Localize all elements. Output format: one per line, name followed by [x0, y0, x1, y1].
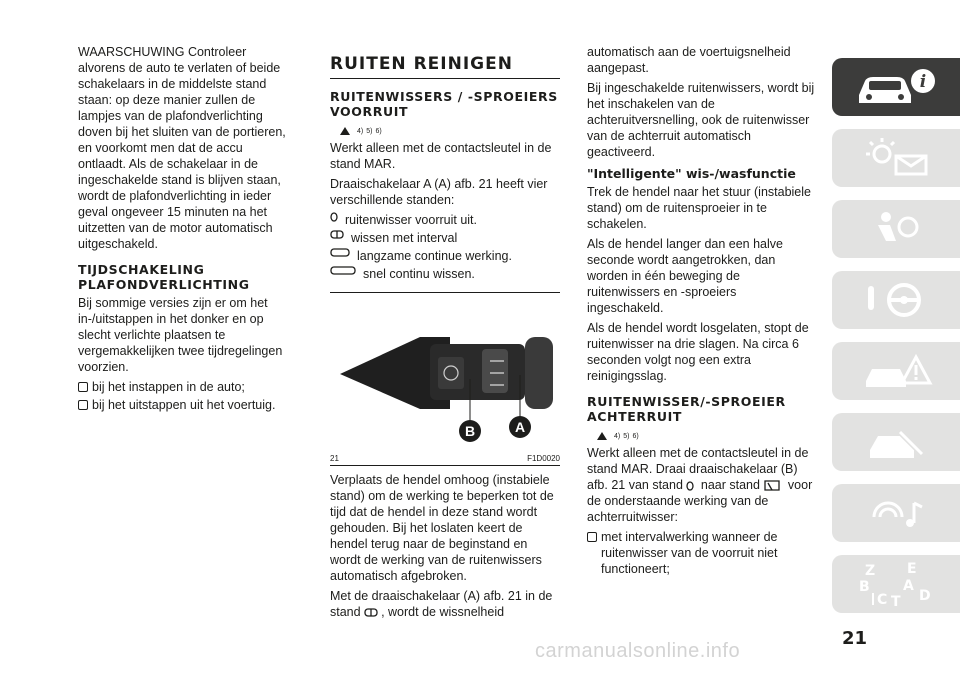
figure-number: 21 [330, 454, 339, 463]
paragraph: Verplaats de hendel omhoog (instabiele stand) om de werking te beperken tot de tijd dat de hendel in deze stand wordt gehouden. Bij het loslaten keert de hendel terug naar de beginstand en wordt de werking van de ruitenwissers automatisch afgebroken. [330, 473, 554, 583]
list-item: ruitenwisser voorruit uit. [330, 212, 560, 228]
airbag-icon [856, 207, 936, 251]
tab-multimedia[interactable] [832, 484, 960, 542]
watermark: carmanualsonline.info [535, 640, 741, 662]
paragraph: Werkt alleen met de contactsleutel in de stand MAR. [330, 141, 552, 171]
figure-caption [330, 454, 560, 466]
svg-text:E: E [907, 561, 917, 577]
checkbox-bullet-icon [587, 532, 597, 542]
tab-warning-lights[interactable] [832, 129, 960, 187]
tab-index[interactable] [832, 555, 960, 613]
steering-wheel-icon [856, 278, 936, 322]
warning-triangle-icon [340, 127, 350, 135]
section-heading-courtesy-timer: TIJDSCHAKELING PLAFONDVERLICHTING [78, 262, 250, 292]
subheading-intelligent-wash: "Intelligente" wis-/wasfunctie [587, 166, 796, 181]
rear-wiper-icon [763, 479, 781, 493]
wiper-interval-icon [364, 608, 378, 618]
paragraph: Trek de hendel naar het stuur (instabiele stand) om de ruitensproeier in te schakelen. [587, 185, 811, 231]
warning-triangle-icon [597, 432, 607, 440]
list-item: snel continu wissen. [330, 266, 560, 282]
list-item: bij het instappen in de auto; [78, 379, 294, 395]
wiper-fast-icon [330, 266, 356, 276]
figure-code: F1D0020 [527, 454, 560, 463]
warning-references: 4) 5) 6) [340, 122, 560, 140]
timer-paragraph: Bij sommige versies zijn er om het in-/uitstappen in het donker en op slecht verlichte plaatsen te vergemakkelijken twee tijdregelingen voorzien. [78, 296, 283, 374]
section-heading-rear-wiper: RUITENWISSER/-SPROEIER ACHTERRUIT [587, 394, 786, 424]
tab-emergency[interactable] [832, 342, 960, 400]
warning-paragraph: WAARSCHUWING Controleer alvorens de auto te verlaten of beide schakelaars in de middelste stand staan: op deze manier zullen de lampjes van de plafondverlichting doven bij het sluiten van de portieren, en voorkomt men dat de accu ontlaadt. Als de schakelaar in de ingeschakelde stand is blijven staan, wordt de plafondverlichting in ieder geval ongeveer 15 minuten na het uitzetten van de motor automatisch uitgeschakeld. [78, 45, 286, 251]
list-item: bij het uitstappen uit het voertuig. [78, 397, 294, 413]
tab-car-info[interactable] [832, 58, 960, 116]
paragraph: Als de hendel wordt losgelaten, stopt de ruitenwisser na drie slagen. Na circa 6 seconden volgt nog een extra reinigingsslag. [587, 321, 809, 383]
list-item: wissen met interval [330, 230, 560, 246]
page-number: 21 [841, 628, 867, 649]
paragraph: Draaischakelaar A (A) afb. 21 heeft vier verschillende standen: [330, 177, 548, 207]
warning-references: 4) 5) 6) [597, 427, 815, 445]
wiper-stalk-illustration [330, 299, 560, 449]
chapter-tabs [832, 58, 960, 626]
section-heading-front-wipers: RUITENWISSERS / -SPROEIERS VOORRUIT [330, 89, 558, 119]
column-left [78, 44, 294, 415]
callout-b-label: B [464, 423, 476, 439]
wiper-off-icon [686, 481, 694, 491]
svg-text:B: B [859, 579, 870, 595]
svg-text:D: D [919, 588, 931, 604]
list-item: met intervalwerking wanneer de ruitenwisser van de voorruit niet functioneert; [587, 529, 815, 577]
column-right [587, 44, 815, 579]
paragraph: automatisch aan de voertuigsnelheid aangepast. [587, 45, 791, 75]
chapter-title: RUITEN REINIGEN [330, 54, 560, 79]
car-info-icon [851, 65, 941, 109]
tab-maintenance[interactable] [832, 413, 960, 471]
callout-a-label: A [514, 419, 526, 435]
paragraph: Bij ingeschakelde ruitenwissers, wordt bij het inschakelen van de achteruitversnelling, ook de ruitenwisser van de achterruit automatisch geactiveerd. [587, 81, 815, 159]
paragraph: Als de hendel langer dan een halve seconde wordt aangetrokken, dan worden in één beweging de ruitenwissers en -sproeiers ingeschakeld. [587, 237, 783, 315]
paragraph: Met de draaischakelaar (A) afb. 21 in de stand , wordt de wissnelheid [330, 589, 553, 619]
svg-text:T: T [891, 594, 901, 609]
figure-wiper-stalk [330, 292, 560, 466]
checkbox-bullet-icon [78, 400, 88, 410]
wiper-off-icon [330, 212, 338, 222]
warning-lights-icon [856, 136, 936, 180]
paragraph: Werkt alleen met de contactsleutel in de stand MAR. Draai draaischakelaar (B) afb. 21 van stand naar stand voor de onderstaande werking van de achterruitwisser: [587, 446, 813, 524]
svg-text:Z: Z [865, 563, 876, 579]
tab-starting-driving[interactable] [832, 271, 960, 329]
column-middle [330, 44, 560, 624]
index-icon [851, 559, 941, 609]
tab-safety[interactable] [832, 200, 960, 258]
breakdown-icon [856, 349, 936, 393]
svg-text:C: C [877, 592, 888, 608]
checkbox-bullet-icon [78, 382, 88, 392]
svg-text:A: A [903, 578, 914, 594]
maintenance-icon [856, 420, 936, 464]
wiper-interval-icon [330, 230, 344, 240]
multimedia-icon [856, 491, 936, 535]
svg-text:i: i [919, 72, 927, 92]
wiper-slow-icon [330, 248, 350, 258]
list-item: langzame continue werking. [330, 248, 560, 264]
